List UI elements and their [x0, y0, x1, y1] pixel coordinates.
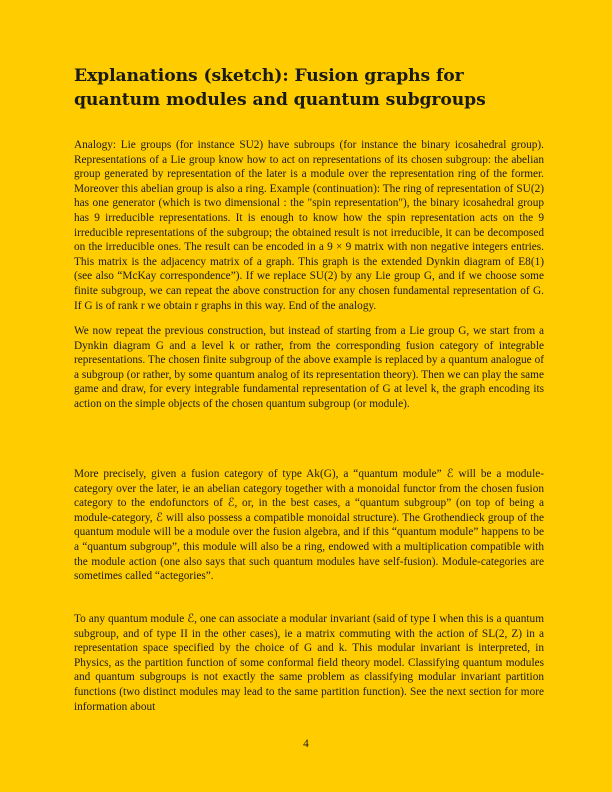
- paragraph-quantum-module: More precisely, given a fusion category of type Ak(G), a “quantum module” ℰ will be a module-category over the later, ie an abelian category together with a monoidal functor from the chosen fusion category to the endofunctors of ℰ, or, in the best cases, a “quantum subgroup” (on top of being a module-category, ℰ will also possess a compatible monoidal structure). The Grothendieck group of the quantum module will be a module over the fusion algebra, and if this “quantum module” happens to be a “quantum subgroup”, this module will also be a ring, endowed with a multiplication compatible with the module action (one also says that such quantum modules have self-fusion). Module-categories are sometimes called “actegories”.: [74, 468, 544, 583]
- paragraph-analogy: Analogy: Lie groups (for instance SU2) have subroups (for instance the binary icosahedral group). Representations of a Lie group know how to act on representations of its chosen subgroup: the abelian group generated by representation of the later is a module over the representation ring of the former. Moreover this abelian group is also a ring. Example (continuation): The ring of representation of SU(2) has one generator (which is two dimensional : the "spin representation"), the binary icosahedral group has 9 irreducible representations. It is enough to know how the spin representation acts on the 9 irreducible representations of the subgroup; the obtained result is not irreducible, it can be decomposed on the irreducible ones. The result can be encoded in a 9 × 9 matrix with non negative integers entries. This matrix is the adjacency matrix of a graph. This graph is the extended Dynkin diagram of E8(1) (see also “McKay correspondence”). If we replace SU(2) by any Lie group G, and if we choose some finite subgroup, we can repeat the above construction for any chosen fundamental representation of G. If G is of rank r we obtain r graphs in this way. End of the analogy.: [74, 139, 544, 312]
- section-heading: Explanations (sketch): Fusion graphs for quantum modules and quantum subgroups: [74, 66, 486, 110]
- page-number: 4: [303, 738, 309, 750]
- paragraph-modular-invariant: To any quantum module ℰ, one can associate a modular invariant (said of type I when this is a quantum subgroup, and of type II in the other cases), ie a matrix commuting with the action of SL(2, Z) in a representation space specified by the choice of G and k. This modular invariant is interpreted, in Physics, as the partition function of some conformal field theory model. Classifying quantum modules and quantum subgroups is not exactly the same problem as classifying modular invariant partition functions (two distinct modules may lead to the same partition function). See the next section for more information about: [74, 613, 544, 713]
- paragraph-dynkin-construction: We now repeat the previous construction, but instead of starting from a Lie group G, we start from a Dynkin diagram G and a level k or rather, from the corresponding fusion category of integrable representations. The chosen finite subgroup of the above example is replaced by a quantum analogue of a subgroup (or rather, by some quantum analog of its representation theory). Then we can play the same game and draw, for every integrable fundamental representation of G at level k, the graph encoding its action on the simple objects of the chosen quantum subgroup (or module).: [74, 325, 544, 410]
